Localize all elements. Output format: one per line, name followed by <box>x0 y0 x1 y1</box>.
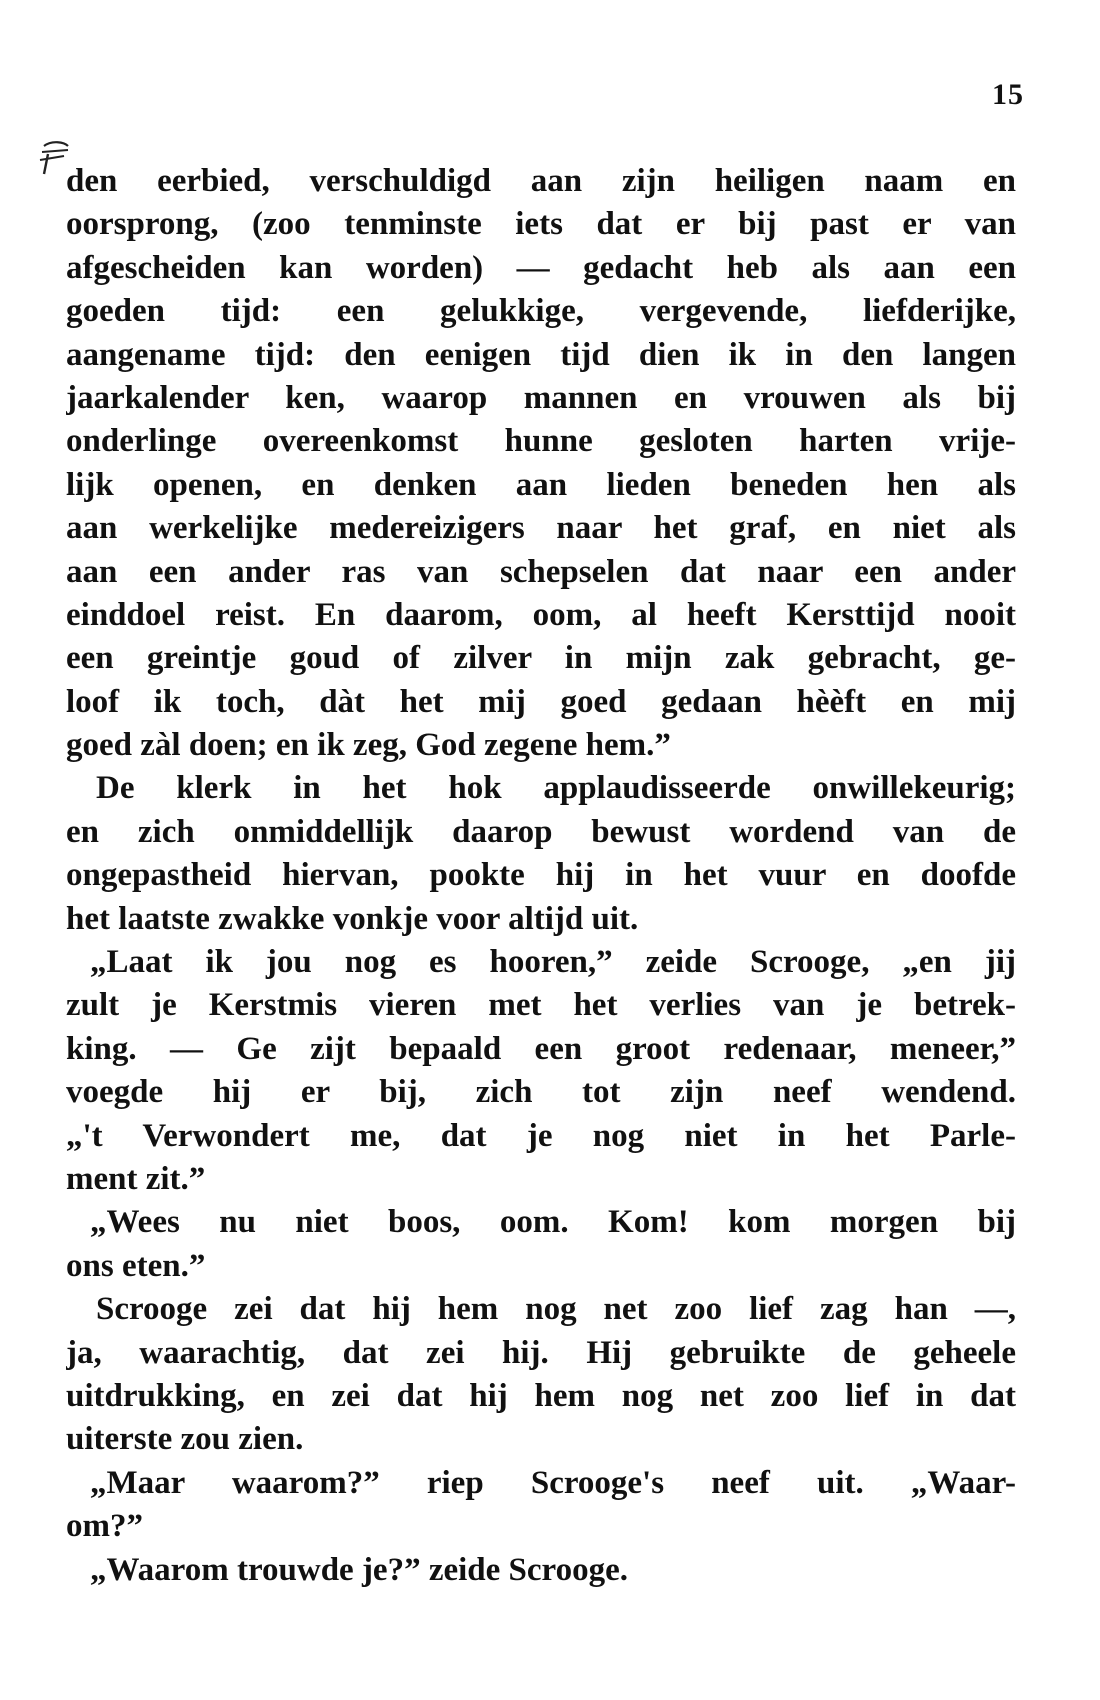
text-line: aan werkelijke medereizigers naar het graf, en niet als <box>66 510 1016 547</box>
page-number: 15 <box>992 78 1024 111</box>
text-line: een greintje goud of zilver in mijn zak gebracht, ge- <box>66 640 1016 677</box>
text-line: ment zit.” <box>66 1160 206 1197</box>
text-line: ja, waarachtig, dat zei hij. Hij gebruikte de geheele <box>66 1334 1016 1371</box>
text-line: afgescheiden kan worden) — gedacht heb als aan een <box>66 249 1016 286</box>
text-line: onderlinge overeenkomst hunne gesloten harten vrije- <box>66 423 1016 460</box>
text-line: uiterste zou zien. <box>66 1421 304 1458</box>
text-line: aan een ander ras van schepselen dat naar een ander <box>66 553 1016 590</box>
text-line: lijk openen, en denken aan lieden beneden hen als <box>66 466 1016 503</box>
text-line: ons eten.” <box>66 1247 206 1284</box>
text-line: voegde hij er bij, zich tot zijn neef wendend. <box>66 1074 1016 1111</box>
text-line: „'t Verwondert me, dat je nog niet in het Parle- <box>66 1117 1016 1154</box>
text-line: De klerk in het hok applaudisseerde onwillekeurig; <box>96 770 1016 807</box>
text-line: goed zàl doen; en ik zeg, God zegene hem.” <box>66 727 671 764</box>
text-line: Scrooge zei dat hij hem nog net zoo lief zag han —, <box>96 1291 1016 1328</box>
text-line: „Maar waarom?” riep Scrooge's neef uit. „Waar- <box>90 1464 1016 1501</box>
text-line: den eerbied, verschuldigd aan zijn heiligen naam en <box>66 163 1016 199</box>
text-line: einddoel reist. En daarom, oom, al heeft Kersttijd nooit <box>66 596 1016 633</box>
text-line: „Laat ik jou nog es hooren,” zeide Scrooge, „en jij <box>90 944 1016 981</box>
text-line: ongepastheid hiervan, pookte hij in het vuur en doofde <box>66 857 1016 894</box>
text-line: jaarkalender ken, waarop mannen en vrouwen als bij <box>66 379 1016 416</box>
text-line: goeden tijd: een gelukkige, vergevende, liefderijke, <box>66 293 1016 330</box>
text-line: loof ik toch, dàt het mij goed gedaan hèèft en mij <box>66 683 1016 720</box>
text-line: oorsprong, (zoo tenminste iets dat er bij past er van <box>66 206 1016 243</box>
text-line: om?” <box>66 1508 143 1545</box>
text-line: king. — Ge zijt bepaald een groot redenaar, meneer,” <box>66 1030 1016 1067</box>
text-line: „Waarom trouwde je?” zeide Scrooge. <box>90 1551 628 1588</box>
text-line: uitdrukking, en zei dat hij hem nog net zoo lief in dat <box>66 1377 1016 1414</box>
text-line: en zich onmiddellijk daarop bewust wordend van de <box>66 813 1016 850</box>
text-line: „Wees nu niet boos, oom. Kom! kom morgen bij <box>90 1204 1016 1241</box>
text-line: zult je Kerstmis vieren met het verlies van je betrek- <box>66 987 1016 1024</box>
text-line: aangename tijd: den eenigen tijd dien ik in den langen <box>66 336 1016 373</box>
body-text <box>66 160 1016 1592</box>
text-line: het laatste zwakke vonkje voor altijd uit. <box>66 900 639 937</box>
